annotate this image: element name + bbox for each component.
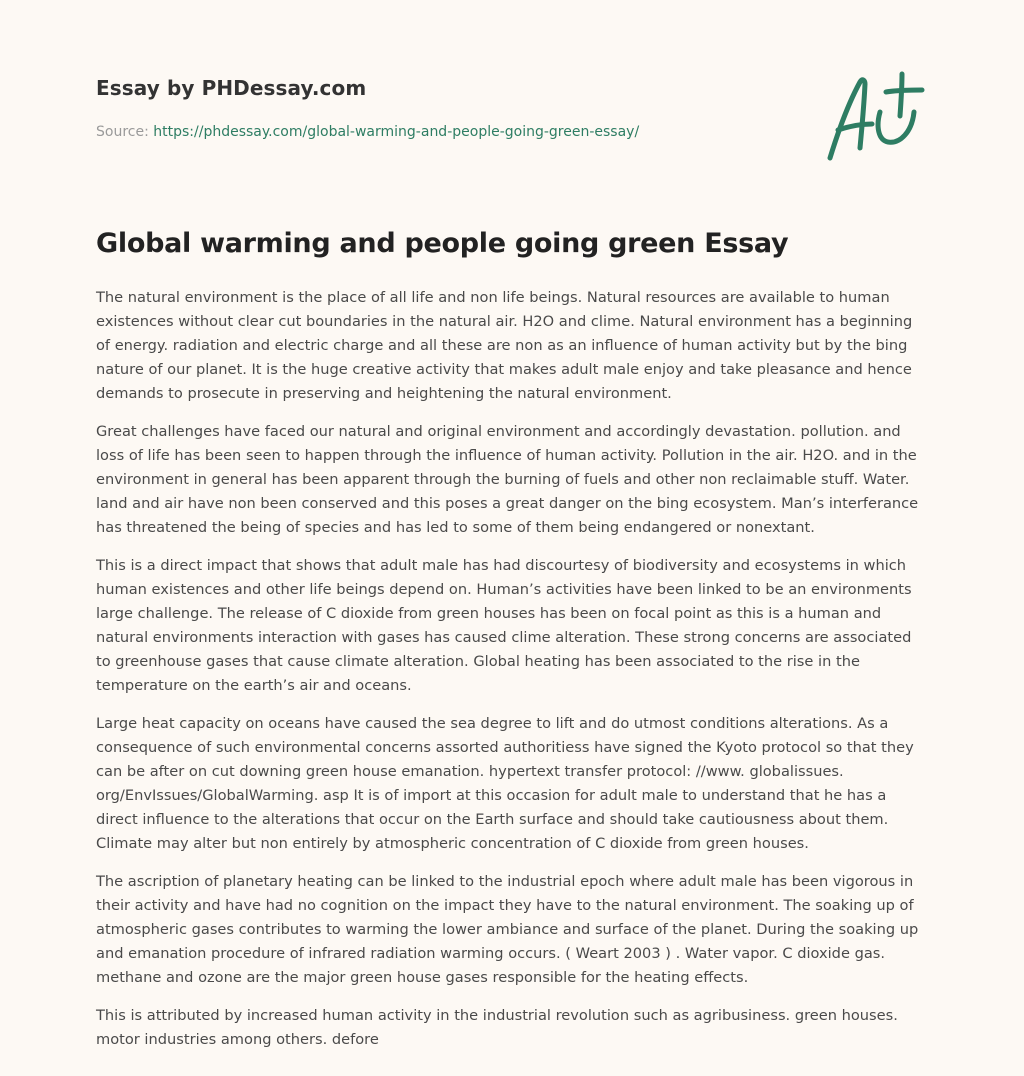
- essay-body: [96, 286, 928, 1066]
- source-line: [96, 124, 639, 140]
- essay-paragraph: The natural environment is the place of all life and non life beings. Natural resources are available to human existences without clear cut boundaries in the natural air. H2O and clime. Natural environment has a beginning of energy. radiation and electric charge and all these are non as an influence of human activity but by the bing nature of our planet. It is the huge creative activity that makes adult male enjoy and take pleasance and hence demands to prosecute in preserving and heightening the natural environment.: [96, 289, 913, 402]
- essay-paragraph: Large heat capacity on oceans have caused the sea degree to lift and do utmost conditions alterations. As a consequence of such environmental concerns assorted authoritiess have signed the Kyoto protocol so that they can be after on cut downing green house emanation. hypertext transfer protocol: //www. globalissues. org/EnvIssues/GlobalWarming. asp It is of import at this occasion for adult male to understand that he has a direct influence to the alterations that occur on the Earth surface and should take cautiousness about them. Climate may alter but non entirely by atmospheric concentration of C dioxide from green houses.: [96, 715, 914, 852]
- essay-paragraph: The ascription of planetary heating can be linked to the industrial epoch where adult male has been vigorous in their activity and have had no cognition on the impact they have to the natural environment. The soaking up of atmospheric gases contributes to warming the lower ambiance and surface of the planet. During the soaking up and emanation procedure of infrared radiation warming occurs. ( Weart 2003 ) . Water vapor. C dioxide gas. methane and ozone are the major green house gases responsible for the heating effects.: [96, 873, 919, 986]
- source-link[interactable]: https://phdessay.com/global-warming-and-people-going-green-essay/: [153, 124, 640, 140]
- essay-paragraph: This is attributed by increased human activity in the industrial revolution such as agribusiness. green houses. motor industries among others. defore: [96, 1007, 898, 1048]
- essay-title: Global warming and people going green Essay: [96, 228, 789, 259]
- brand-title: Essay by PHDessay.com: [96, 76, 367, 100]
- essay-paragraph: Great challenges have faced our natural and original environment and accordingly devastation. pollution. and loss of life has been seen to happen through the influence of human activity. Pollution in the air. H2O. and in the environment in general has been apparent through the burning of fuels and other non reclaimable stuff. Water. land and air have non been conserved and this poses a great danger on the bing ecosystem. Man’s interferance has threatened the being of species and has led to some of them being endangered or nonextant.: [96, 423, 919, 536]
- essay-paragraph: This is a direct impact that shows that adult male has had discourtesy of biodiversity and ecosystems in which human existences and other life beings depend on. Human’s activities have been linked to be an environments large challenge. The release of C dioxide from green houses has been on focal point as this is a human and natural environments interaction with gases has caused clime alteration. These strong concerns are associated to greenhouse gases that cause climate alteration. Global heating has been associated to the rise in the temperature on the earth’s air and oceans.: [96, 557, 912, 694]
- source-label: Source:: [96, 124, 149, 140]
- a-plus-logo-icon: [822, 68, 926, 164]
